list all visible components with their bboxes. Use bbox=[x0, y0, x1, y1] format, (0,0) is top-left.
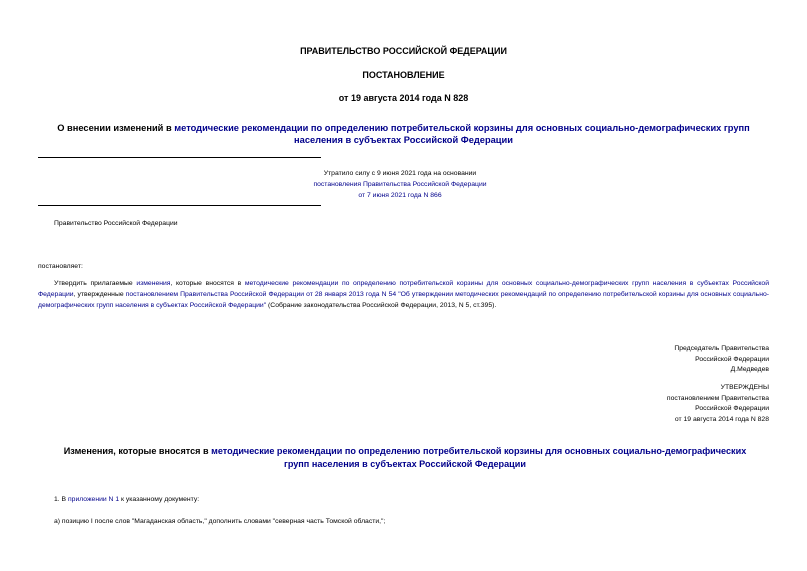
document-title bbox=[36, 122, 771, 146]
document-date-number: от 19 августа 2014 года N 828 bbox=[338, 93, 469, 103]
approve-text-2: , которые вносятся в bbox=[170, 280, 245, 287]
approve-text-4: (Собрание законодательства Российской Федерации, 2013, N 5, ст.395). bbox=[266, 302, 497, 309]
title-prefix: О внесении изменений в bbox=[57, 123, 175, 133]
approved-line-3: Российской Федерации bbox=[695, 405, 769, 412]
appendix-link[interactable]: приложении N 1 bbox=[67, 496, 120, 503]
divider-top bbox=[38, 157, 321, 158]
approved-heading: УТВЕРЖДЕНЫ bbox=[720, 384, 769, 391]
changes-title bbox=[55, 445, 755, 470]
item-1-prefix: 1. В bbox=[54, 496, 68, 503]
repeal-notice-link-2[interactable]: от 7 июня 2021 года N 866 bbox=[358, 192, 442, 199]
item-1 bbox=[54, 494, 199, 505]
changes-title-prefix: Изменения, которые вносятся в bbox=[63, 446, 212, 456]
repeal-notice-text: Утратило силу с 9 июня 2021 года на основании bbox=[323, 170, 477, 177]
title-link[interactable]: методические рекомендации по определению потребительской корзины для основных социально-демографических групп населения в субъектах Российской Федерации bbox=[174, 123, 750, 145]
divider-bottom bbox=[38, 205, 321, 206]
approve-text-1: Утвердить прилагаемые bbox=[54, 280, 137, 287]
approve-text-3: , утвержденные bbox=[73, 291, 126, 298]
repeal-notice bbox=[290, 168, 510, 201]
document-type: ПОСТАНОВЛЕНИЕ bbox=[362, 70, 445, 80]
item-1-suffix: к указанному документу: bbox=[119, 496, 200, 503]
signature-block bbox=[569, 344, 769, 376]
signature-country: Российской Федерации bbox=[695, 355, 769, 363]
approved-block bbox=[569, 383, 769, 425]
government-line: Правительство Российской Федерации bbox=[54, 220, 178, 227]
approved-line-4: от 19 августа 2014 года N 828 bbox=[674, 415, 769, 423]
changes-link[interactable]: изменения bbox=[136, 280, 171, 287]
resolution-link[interactable]: постановлением Правительства Российской Федерации от 28 января 2013 года N 54 "Об утверждении методических рекомендаций по определению потребительской корзины для основных социально-демографических групп населения в субъектах Российской Федерации" bbox=[38, 291, 769, 309]
recommendations-link[interactable]: методические рекомендации по определению потребительской корзины для основных социально-демографических групп населения в субъектах Российской Федерации bbox=[38, 280, 769, 298]
signature-name: Д.Медведев bbox=[730, 366, 769, 373]
decides-word: постановляет: bbox=[38, 263, 83, 270]
government-name: ПРАВИТЕЛЬСТВО РОССИЙСКОЙ ФЕДЕРАЦИИ bbox=[300, 46, 507, 56]
changes-title-link[interactable]: методические рекомендации по определению потребительской корзины для основных социально-демографических групп населения в субъектах Российской Федерации bbox=[211, 446, 747, 469]
item-a: а) позицию I после слов "Магаданская область," дополнить словами "северная часть Томской области,"; bbox=[54, 518, 386, 525]
approved-line-2: постановлением Правительства bbox=[666, 394, 769, 402]
signature-position: Председатель Правительства bbox=[674, 345, 769, 352]
repeal-notice-link-1[interactable]: постановления Правительства Российской Федерации bbox=[313, 181, 487, 188]
approve-paragraph bbox=[38, 278, 769, 311]
